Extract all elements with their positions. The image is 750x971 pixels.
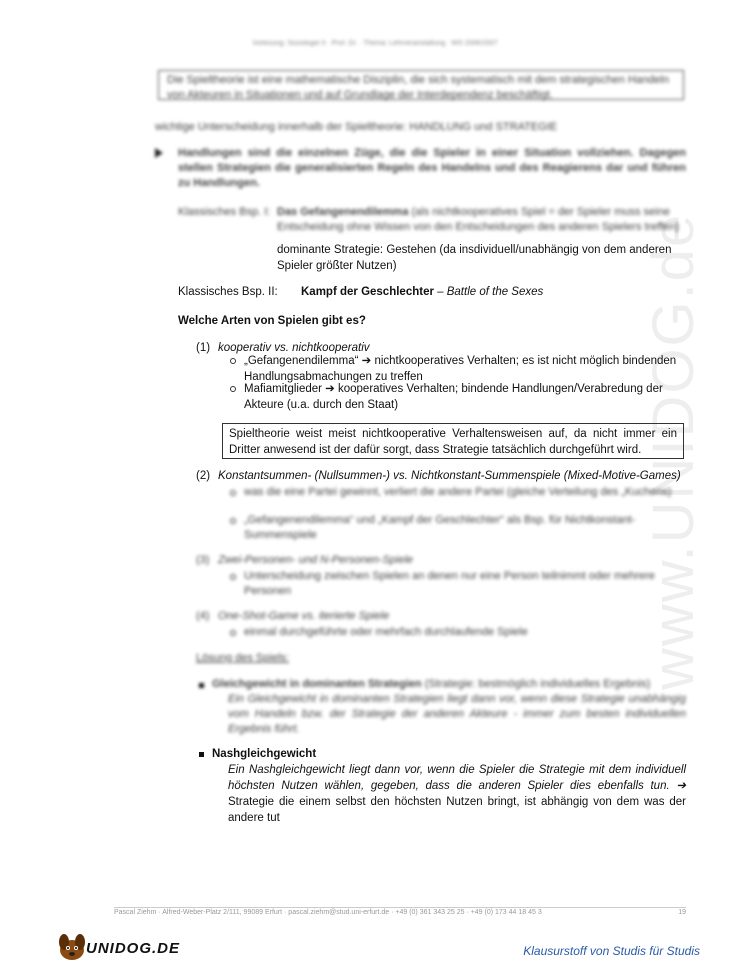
example2-text [301, 284, 691, 300]
definition-box [158, 70, 684, 100]
type-title: One-Shot-Game vs. iterierte Spiele [218, 610, 390, 622]
solution-text [228, 762, 686, 826]
example2-title: Kampf der Geschlechter [301, 286, 434, 298]
example2-label: Klassisches Bsp. II: [178, 286, 278, 298]
circle-bullet-icon [230, 574, 236, 580]
example1-text [277, 205, 685, 235]
footer-address: Pascal Ziehm · Alfred-Weber-Platz 2/111, 99089 Erfurt · pascal.ziehm@stud.uni-erfurt.de · +49 (0) 361 343 25 25 · +49 (0) 173 44 18 45 3 [114, 909, 542, 916]
solution-text-normal: Strategie die einem selbst den höchsten Nutzen bringt, ist abhängig von dem was der andere tut [228, 796, 686, 824]
type-item: einmal durchgeführte oder mehrfach durchlaufende Spiele [244, 626, 528, 638]
note-text: Spieltheorie weist meist nichtkooperative Verhaltensweisen auf, da nicht immer ein Dritter anwesend ist der dafür sorgt, dass Strategie tatsächlich durchgeführt wird. [229, 428, 677, 456]
solution-title-suffix: (Strategie: bestmöglich individuelles Ergebnis) [424, 678, 651, 690]
footer [114, 909, 686, 916]
solution-title: Nashgleichgewicht [212, 748, 317, 760]
example1-label: Klassisches Bsp. I: [178, 206, 271, 218]
tagline: Klausurstoff von Studis für Studis [523, 944, 700, 958]
bullet-main-text: Handlungen sind die einzelnen Züge, die die Spieler in einer Situation vollziehen. Dagegen stellen Strategien die generalisierten Regeln des Handelns und des Reagierens dar und führen zu Handlungen. [178, 147, 686, 189]
arrow-bullet-icon [155, 148, 163, 158]
type-number: (3) [196, 554, 210, 566]
footer-divider [114, 907, 686, 908]
solution-text-italic: Ein Nashgleichgewicht liegt dann vor, wenn die Spieler die Strategie mit dem individuell höchsten Nutzen wählen, gegeben, dass die anderen Spieler dies ebenfalls tun. ➔ [228, 764, 686, 792]
logo-text: UNIDOG.DE [86, 940, 181, 957]
page-header: Vorlesung: Soziologie II · Prof. Dr. · Thema: Lehrveranstaltung · WS 2006/2007 [252, 40, 498, 47]
type-item: „Gefangenendilemma“ ➔ nichtkooperatives Verhalten; es ist nicht möglich bindenden Handlungsabmachungen zu treffen [244, 355, 677, 383]
example1-dominant: dominante Strategie: Gestehen (da insdividuell/unabhängig von dem anderen Spieler größter Nutzen) [277, 244, 672, 272]
example1-description: (als nichtkooperatives Spiel = der Spieler muss seine Entscheidung ohne Wissen von den Entscheidungen des anderen Spielers treffen) [277, 206, 680, 233]
distinction-line: wichtige Unterscheidung innerhalb der Spieltheorie: HANDLUNG und STRATEGIE [155, 121, 558, 133]
solution-text: Ein Gleichgewicht in dominanten Strategien liegt dann vor, wenn diese Strategie unabhängig vom Handeln bzw. der Strategie der anderen Akteure - immer zum besten individuellen Ergebnis führt. [228, 693, 686, 735]
circle-bullet-icon [230, 518, 236, 524]
type-number: (4) [196, 610, 210, 622]
solution-title-line [212, 677, 686, 692]
square-bullet-icon [199, 752, 204, 757]
example1-title: Das Gefangenendilemma [277, 206, 409, 218]
type-title: kooperativ vs. nichtkooperativ [218, 342, 370, 354]
type-title: Konstantsummen- (Nullsummen-) vs. Nichtkonstant-Summenspiele (Mixed-Motive-Games) [218, 470, 681, 482]
example2-subtitle: Battle of the Sexes [446, 286, 544, 298]
type-number: (1) [196, 342, 211, 354]
type-item: was die eine Partei gewinnt, verliert die andere Partei (gleiche Verteilung des „Kuchens) [244, 486, 672, 498]
solution-heading: Lösung des Spiels: [196, 652, 289, 664]
type-item: Unterscheidung zwischen Spielen an denen nur eine Person teilnimmt oder mehrere Personen [244, 570, 655, 597]
definition-text: Die Spieltheorie ist eine mathematische Disziplin, die sich systematisch mit dem strategischen Handeln von Akteuren in Situationen und auf Grundlage der Interdependenz beschäftigt. [167, 74, 669, 101]
circle-bullet-icon [230, 358, 236, 364]
note-box [222, 423, 684, 459]
circle-bullet-icon [230, 386, 236, 392]
circle-bullet-icon [230, 630, 236, 636]
page-number: 19 [678, 909, 686, 916]
solution-title: Gleichgewicht in dominanten Strategien [212, 678, 422, 690]
circle-bullet-icon [230, 490, 236, 496]
type-title: Zwei-Personen- und N-Personen-Spiele [218, 554, 414, 566]
type-item: „Gefangenendilemma“ und „Kampf der Geschlechter“ als Bsp. für Nichtkonstant-Summenspiele [244, 514, 636, 541]
type-number: (2) [196, 470, 211, 482]
unidog-logo [52, 928, 181, 964]
square-bullet-icon [199, 683, 204, 688]
watermark: www.UNIDOG.de [641, 212, 706, 690]
example2-dash: – [433, 286, 447, 298]
section-question: Welche Arten von Spielen gibt es? [178, 315, 366, 327]
type-item: Mafiamitglieder ➔ kooperatives Verhalten; bindende Handlungen/Verabredung der Akteure (u.a. durch den Staat) [244, 383, 663, 411]
